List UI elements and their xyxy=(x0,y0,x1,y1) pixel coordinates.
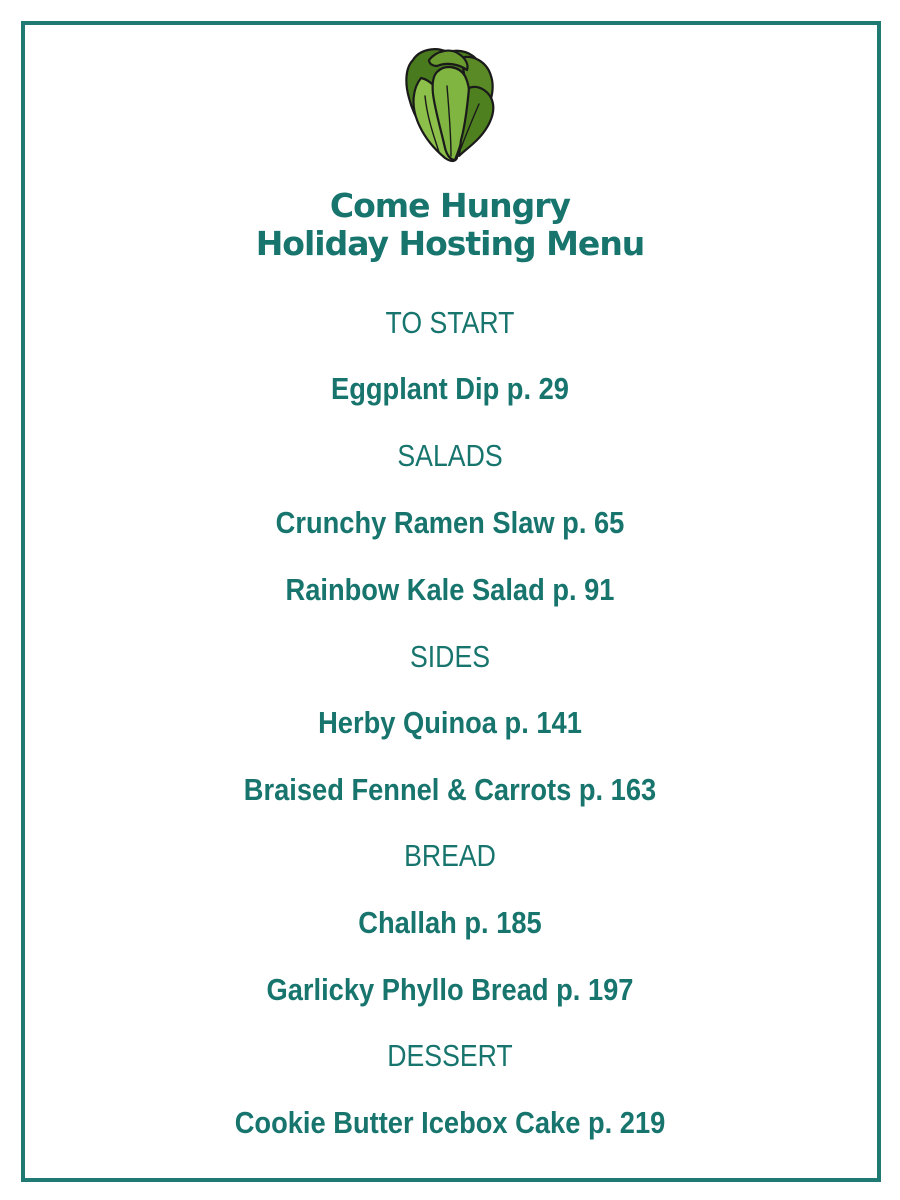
section-heading-bread: BREAD xyxy=(404,838,496,873)
dish-braised-fennel-carrots: Braised Fennel & Carrots p. 163 xyxy=(243,772,657,807)
dish-garlicky-phyllo-bread: Garlicky Phyllo Bread p. 197 xyxy=(266,972,634,1007)
dish-challah: Challah p. 185 xyxy=(358,905,542,940)
section-heading-to-start: TO START xyxy=(385,305,515,340)
section-heading-dessert: DESSERT xyxy=(387,1038,513,1073)
lettuce-icon xyxy=(399,44,503,166)
menu-title-line2: Holiday Hosting Menu xyxy=(255,224,645,263)
dish-herby-quinoa: Herby Quinoa p. 141 xyxy=(318,705,582,740)
dish-rainbow-kale-salad: Rainbow Kale Salad p. 91 xyxy=(285,572,615,607)
section-heading-sides: SIDES xyxy=(409,639,491,674)
menu-title-line1: Come Hungry xyxy=(329,186,571,225)
dish-cookie-butter-icebox-cake: Cookie Butter Icebox Cake p. 219 xyxy=(234,1105,666,1140)
dish-crunchy-ramen-slaw: Crunchy Ramen Slaw p. 65 xyxy=(275,505,625,540)
dish-eggplant-dip: Eggplant Dip p. 29 xyxy=(331,371,569,406)
section-heading-salads: SALADS xyxy=(397,438,503,473)
